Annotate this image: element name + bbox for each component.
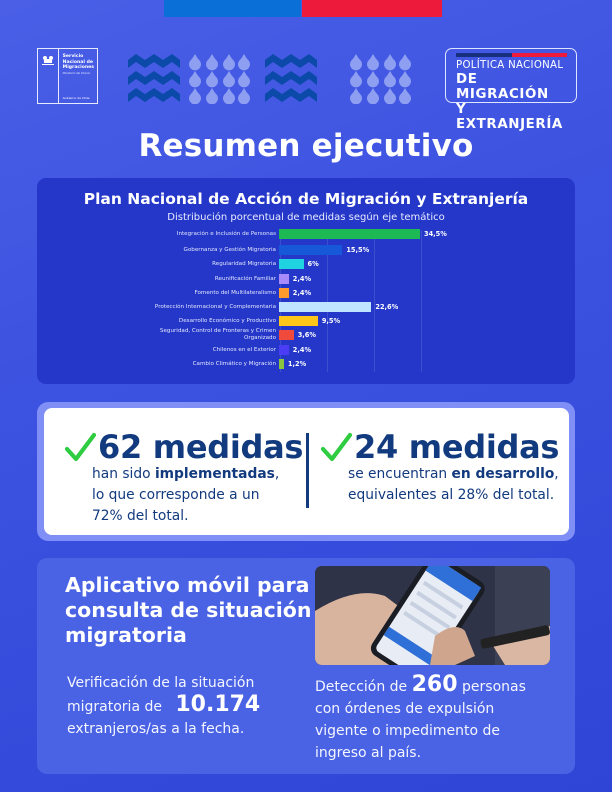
detection-line4: ingreso al país. — [315, 745, 422, 761]
bar-label: Protección Internacional y Complementaria — [154, 303, 276, 310]
bar — [279, 288, 289, 298]
chart-title: Plan Nacional de Acción de Migración y Extranjería — [83, 190, 529, 208]
bar-row — [37, 301, 575, 313]
logo-title-1: Servicio — [62, 54, 84, 59]
detection-line1-post: personas — [462, 679, 526, 695]
verification-line1: Verificación de la situación — [67, 675, 255, 691]
verification-line3: extranjeros/as a la fecha. — [67, 721, 245, 737]
bar-label: Fomento del Multilateralismo — [194, 289, 276, 296]
waves-pattern-icon — [265, 52, 317, 104]
bar-value-label: 22,6% — [375, 303, 399, 311]
app-title — [65, 573, 315, 648]
bar-value-label: 9,5% — [321, 317, 341, 325]
stat-text-line3: 72% del total. — [92, 508, 189, 524]
bar-row — [37, 344, 575, 356]
badge-flag-stripe — [456, 53, 567, 57]
stat-in-progress-text — [348, 464, 559, 506]
bar-row — [37, 358, 575, 370]
bar — [279, 345, 289, 355]
app-title-line: migratoria — [65, 623, 187, 647]
bar-value-label: 6% — [307, 260, 319, 268]
page-title: Resumen ejecutivo — [138, 128, 474, 164]
mobile-app-card — [37, 558, 575, 774]
detection-stat — [315, 674, 526, 764]
checkmark-icon — [64, 432, 96, 462]
bar-value-label: 15,5% — [346, 246, 370, 254]
bar-label: Desarrollo Económico y Productivo — [178, 317, 276, 324]
bar — [279, 330, 294, 340]
detection-line1-pre: Detección de — [315, 679, 408, 695]
app-title-line: Aplicativo móvil para — [65, 573, 310, 597]
stat-implemented — [64, 428, 304, 527]
stat-text-line2: equivalentes al 28% del total. — [348, 487, 555, 503]
bar-row — [37, 329, 575, 341]
logo-title-2: Nacional de — [62, 59, 93, 65]
bar-label: Cambio Climático y Migración — [192, 360, 276, 367]
stat-implemented-text — [92, 464, 303, 527]
politica-nacional-badge — [445, 48, 577, 132]
drops-pattern-icon — [349, 52, 411, 104]
chart-card — [37, 178, 575, 384]
bar-row — [37, 244, 575, 256]
stat-implemented-number: 62 medidas — [98, 428, 304, 466]
stats-card — [37, 402, 575, 541]
badge-line-3: Y EXTRANJERÍA — [456, 102, 563, 132]
bar-label: Regularidad Migratoria — [212, 260, 276, 267]
badge-line-2: DE MIGRACIÓN — [456, 72, 549, 102]
stat-text-post: , — [554, 466, 559, 482]
drops-pattern-icon — [188, 52, 250, 104]
stat-text-post: , — [274, 466, 280, 482]
stats-divider — [306, 433, 309, 508]
app-title-line: consulta de situación — [65, 598, 312, 622]
logo-footer: Gobierno de Chile — [62, 96, 90, 100]
flag-bar-blue — [164, 0, 301, 17]
bar-label: Integración e Inclusión de Personas — [176, 230, 276, 237]
bar-row — [37, 258, 575, 270]
stats-card-inner — [44, 408, 569, 535]
stat-text-bold: en desarrollo — [451, 466, 555, 482]
bar-value-label: 2,4% — [292, 275, 312, 283]
bar-label: Chilenos en el Exterior — [212, 346, 276, 353]
detection-number: 260 — [411, 672, 458, 697]
bar — [279, 316, 318, 326]
stat-text-pre: se encuentran — [348, 466, 452, 482]
checkmark-icon — [320, 432, 352, 462]
bar-value-label: 2,4% — [292, 346, 312, 354]
bar — [279, 229, 420, 239]
chart-subtitle: Distribución porcentual de medidas según eje temático — [167, 212, 445, 223]
verification-number: 10.174 — [175, 692, 261, 717]
bar — [279, 259, 304, 269]
bar-row — [37, 315, 575, 327]
logo-title-3: Migraciones — [62, 65, 94, 71]
phone-photo — [315, 566, 550, 665]
bar-label: Gobernanza y Gestión Migratoria — [183, 246, 276, 253]
bar — [279, 302, 371, 312]
stat-in-progress — [320, 428, 560, 506]
coat-of-arms-icon — [41, 54, 55, 66]
verification-line2: migratoria de — [67, 699, 162, 715]
bar-value-label: 3,6% — [297, 331, 316, 339]
phone-photo-illustration — [315, 566, 550, 665]
bar — [279, 245, 342, 255]
bar — [279, 359, 284, 369]
stat-text-bold: implementadas — [154, 466, 275, 482]
badge-line-1: POLÍTICA NACIONAL — [456, 60, 564, 71]
bar — [279, 274, 289, 284]
servicio-migraciones-logo — [37, 48, 98, 104]
logo-subtitle: Ministerio del Interior — [62, 71, 91, 75]
bar-chart — [37, 230, 575, 378]
bar-value-label: 1,2% — [287, 360, 307, 368]
detection-line2: con órdenes de expulsión — [315, 701, 495, 717]
bar-row — [37, 228, 575, 240]
verification-stat — [67, 672, 260, 740]
bar-label: Seguridad, Control de Fronteras y Crimen Organizado — [159, 328, 276, 341]
bar-value-label: 2,4% — [292, 289, 312, 297]
bar-row — [37, 287, 575, 299]
waves-pattern-icon — [128, 52, 180, 104]
stat-text-line2: lo que corresponde a un — [92, 487, 260, 503]
bar-label: Reunificación Familiar — [214, 275, 276, 282]
stat-text-pre: han sido — [92, 466, 155, 482]
bar-row — [37, 273, 575, 285]
detection-line3: vigente o impedimento de — [315, 723, 501, 739]
stat-in-progress-number: 24 medidas — [354, 428, 560, 466]
bar-value-label: 34,5% — [424, 230, 447, 238]
flag-bar-red — [302, 0, 442, 17]
